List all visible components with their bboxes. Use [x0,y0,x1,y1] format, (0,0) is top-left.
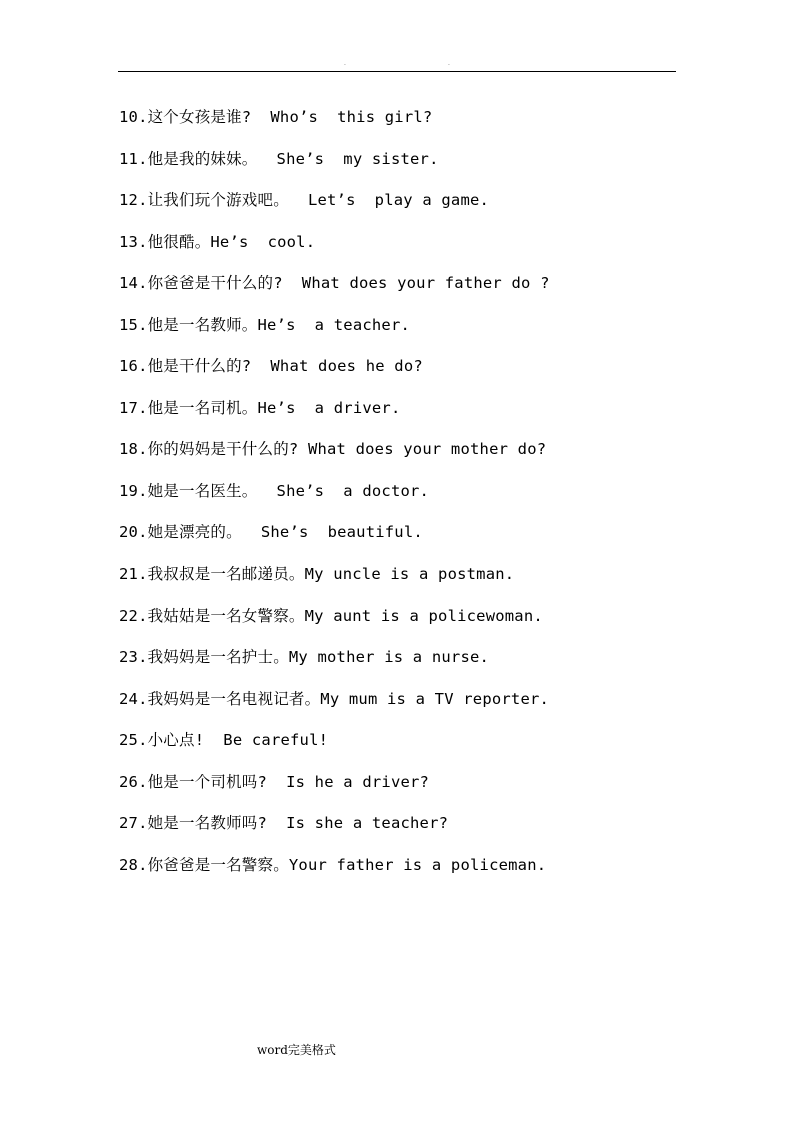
sentence-21: 21.我叔叔是一名邮递员。My uncle is a postman. [119,565,515,584]
header-rule [118,71,676,72]
page-footer: word完美格式 [257,1043,336,1057]
sentence-25: 25.小心点! Be careful! [119,731,329,750]
sentence-15: 15.他是一名教师。He’s a teacher. [119,315,411,334]
sentence-20: 20.她是漂亮的。 She’s beautiful. [119,523,423,542]
sentence-28: 28.你爸爸是一名警察。Your father is a policeman. [119,855,547,874]
sentence-23: 23.我妈妈是一名护士。My mother is a nurse. [119,648,490,667]
sentence-27: 27.她是一名教师吗? Is she a teacher? [119,814,449,833]
sentence-13: 13.他很酷。He’s cool. [119,232,316,251]
sentence-18: 18.你的妈妈是干什么的? What does your mother do? [119,440,547,459]
sentence-11: 11.他是我的妹妹。 She’s my sister. [119,149,439,168]
header-dot: . [344,60,346,67]
sentence-10: 10.这个女孩是谁? Who’s this girl? [119,108,433,126]
sentence-16: 16.他是干什么的? What does he do? [119,357,423,376]
sentence-14: 14.你爸爸是干什么的? What does your father do ? [119,274,550,293]
sentence-17: 17.他是一名司机。He’s a driver. [119,398,401,417]
sentence-19: 19.她是一名医生。 She’s a doctor. [119,481,430,500]
sentence-26: 26.他是一个司机吗? Is he a driver? [119,772,430,791]
sentence-24: 24.我妈妈是一名电视记者。My mum is a TV reporter. [119,689,550,708]
header-dot: . [448,60,450,67]
sentence-22: 22.我姑姑是一名女警察。My aunt is a policewoman. [119,606,543,625]
sentence-list [119,106,679,895]
sentence-12: 12.让我们玩个游戏吧。 Let’s play a game. [119,191,490,210]
page-header [118,60,676,68]
